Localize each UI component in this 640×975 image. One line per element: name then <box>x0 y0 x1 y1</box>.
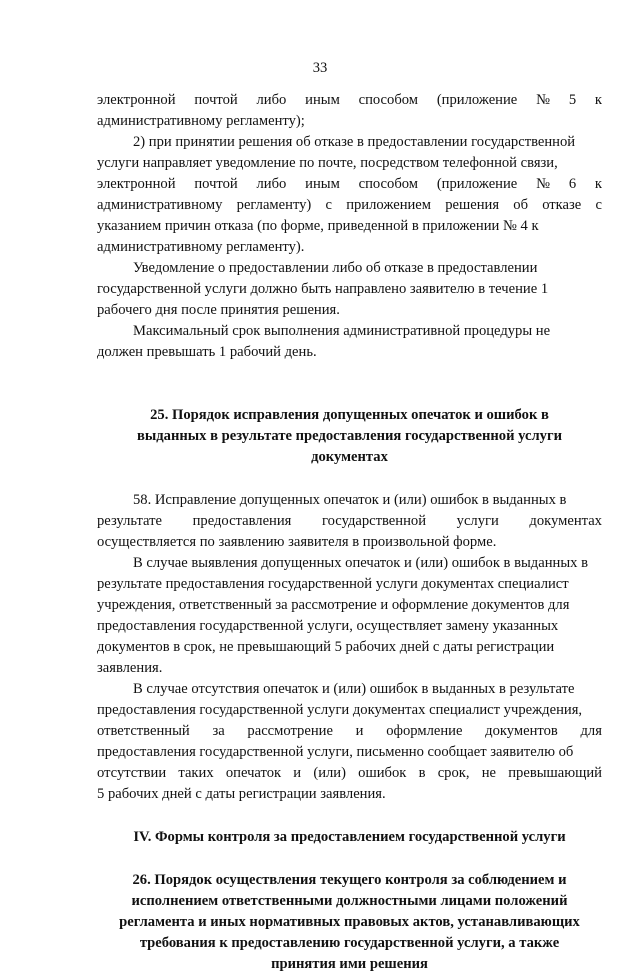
section-heading-26: исполнением ответственными должностными лицами положений <box>131 893 568 909</box>
section-heading-26: принятия ими решения <box>271 956 428 972</box>
text-line: указанием причин отказа (по форме, приведенной в приложении № 4 к <box>97 218 539 234</box>
section-heading-25: 25. Порядок исправления допущенных опечаток и ошибок в <box>150 407 549 423</box>
text-line: предоставления государственной услуги документах специалист учреждения, <box>97 702 583 718</box>
text-line: результате предоставления государственной услуги документах специалист <box>97 576 569 592</box>
text-line: услуги направляет уведомление по почте, посредством телефонной связи, <box>97 155 558 171</box>
page-number: 33 <box>312 60 328 76</box>
document-body <box>97 90 602 975</box>
text-line: административному регламенту) с приложением решения об отказе с <box>97 197 602 213</box>
section-heading-25: документах <box>311 449 388 465</box>
text-line: электронной почтой либо иным способом (приложение № 5 к <box>97 92 602 108</box>
text-line: 2) при принятии решения об отказе в предоставлении государственной <box>133 134 576 150</box>
text-line: заявления. <box>97 660 163 676</box>
text-line: документов в срок, не превышающий 5 рабочих дней с даты регистрации <box>97 639 555 655</box>
text-line: Уведомление о предоставлении либо об отказе в предоставлении <box>133 260 538 276</box>
text-line: рабочего дня после принятия решения. <box>97 302 340 318</box>
text-line: В случае отсутствия опечаток и (или) ошибок в выданных в результате <box>133 681 575 697</box>
text-line: предоставления государственной услуги, осуществляет замену указанных <box>97 618 559 634</box>
text-line: результате предоставления государственной услуги документах <box>97 513 602 529</box>
text-line: осуществляется по заявлению заявителя в произвольной форме. <box>97 534 497 550</box>
text-line: административному регламенту); <box>97 113 305 129</box>
text-line: Максимальный срок выполнения административной процедуры не <box>133 323 551 339</box>
section-heading-25: выданных в результате предоставления государственной услуги <box>137 428 562 444</box>
text-line: предоставления государственной услуги, письменно сообщает заявителю об <box>97 744 574 760</box>
section-heading-26: 26. Порядок осуществления текущего контроля за соблюдением и <box>132 872 567 888</box>
text-line: отсутствии таких опечаток и (или) ошибок в срок, не превышающий <box>97 765 602 781</box>
text-line: учреждения, ответственный за рассмотрение и оформление документов для <box>97 597 570 613</box>
text-line: ответственный за рассмотрение и оформление документов для <box>97 723 602 739</box>
text-line: В случае выявления допущенных опечаток и (или) ошибок в выданных в <box>133 555 588 571</box>
text-line: электронной почтой либо иным способом (приложение № 6 к <box>97 176 602 192</box>
text-line: 58. Исправление допущенных опечаток и (или) ошибок в выданных в <box>133 492 567 508</box>
text-line: административному регламенту). <box>97 239 305 255</box>
chapter-heading-iv: IV. Формы контроля за предоставлением государственной услуги <box>133 829 566 845</box>
text-line: 5 рабочих дней с даты регистрации заявления. <box>97 786 386 802</box>
text-line: должен превышать 1 рабочий день. <box>97 344 317 360</box>
text-line: государственной услуги должно быть направлено заявителю в течение 1 <box>97 281 549 297</box>
section-heading-26: регламента и иных нормативных правовых актов, устанавливающих <box>119 914 580 930</box>
section-heading-26: требования к предоставлению государственной услуги, а также <box>139 935 560 951</box>
